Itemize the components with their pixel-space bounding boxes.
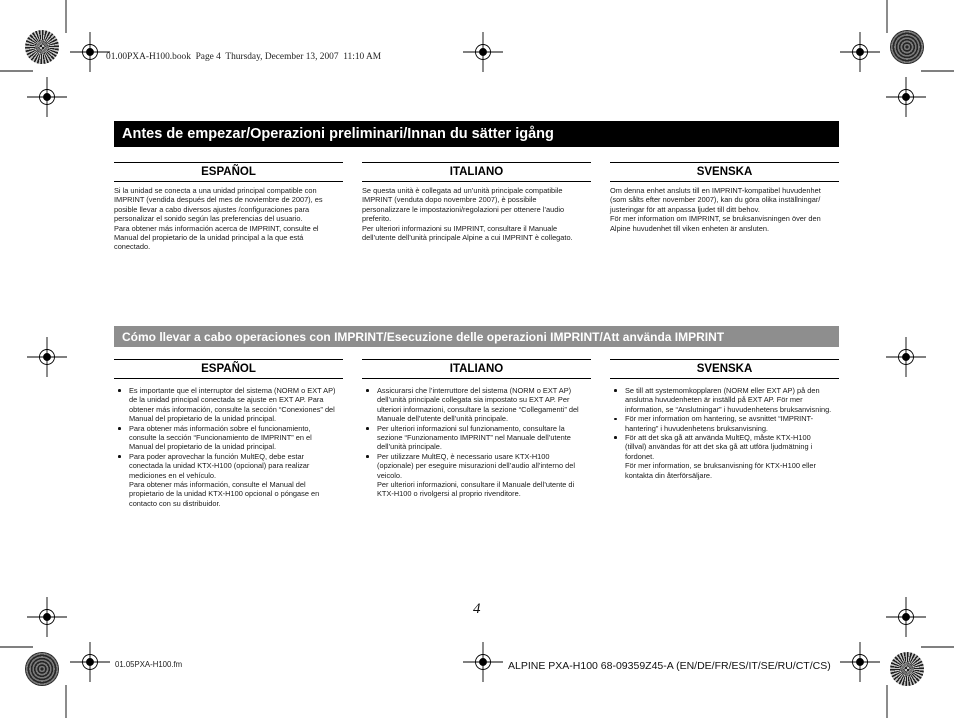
bullet-item xyxy=(114,386,343,424)
bullet-line: Es importante que el interruptor del sistema (NORM o EXT AP) xyxy=(129,386,336,395)
bullet-line: Para obtener más información sobre el funcionamiento, xyxy=(129,423,311,433)
bullet-line: obtener más información, consulte la sección “Conexiones” del xyxy=(129,404,335,414)
bullet-dot xyxy=(366,455,369,458)
footer-document-code: ALPINE PXA-H100 68-09359Z45-A (EN/DE/FR/ES/IT/SE/RU/CT/CS) xyxy=(508,660,831,672)
text-line: conectado. xyxy=(114,242,151,252)
registration-mark xyxy=(840,32,880,72)
bullet-line: Manual del propietario de la unidad principal. xyxy=(129,442,277,452)
registration-mark xyxy=(886,597,926,637)
bullet-line: Se till att systemomkopplaren (NORM eller EXT AP) på den xyxy=(625,386,820,395)
color-target xyxy=(890,652,924,686)
registration-mark xyxy=(70,32,110,72)
bullet-line: consulte la sección “Funcionamiento de IMPRINT” en el xyxy=(129,432,312,442)
bullet-line: Para poder aprovechar la función MultEQ, debe estar xyxy=(129,451,305,461)
bullet-item xyxy=(114,424,343,452)
registration-mark xyxy=(886,77,926,117)
bullet-line: Para obtener más información, consulte el Manual del xyxy=(129,479,306,489)
bullet-line: anslutna huvudenheten är inställd på EXT AP. För mer xyxy=(625,395,803,405)
registration-mark xyxy=(463,32,503,72)
text-line: personalizzare le impostazioni/regolazioni per ottenere l’audio xyxy=(362,204,565,214)
registration-mark xyxy=(70,642,110,682)
bullet-line: fordonet. xyxy=(625,451,655,461)
bullet-dot xyxy=(614,418,617,421)
bullet-item xyxy=(610,414,839,433)
bullet-line: (tillval) användas för att det ska gå att utföra ljudmätning i xyxy=(625,442,813,452)
bullet-line: ulteriori informazioni, consultare la sezione “Collegamenti” del xyxy=(377,404,579,414)
bullet-line: Per ulteriori informazioni sul funzionamento, consultare la xyxy=(377,423,565,433)
registration-mark xyxy=(463,642,503,682)
text-line: posible llevar a cabo diversos ajustes /configuraciones para xyxy=(114,204,310,214)
bullet-line: dell’unità principale. xyxy=(377,442,442,452)
text-line: Alpine huvudenhet till viken enheten är ansluten. xyxy=(610,223,770,233)
text-line: IMPRINT (vendida después del mes de noviembre de 2007), es xyxy=(114,195,323,205)
text-line: IMPRINT (venduta dopo novembre 2007), è possibile xyxy=(362,195,537,205)
bullet-dot xyxy=(614,389,617,392)
text-line: Om denna enhet ansluts till en IMPRINT-kompatibel huvudenhet xyxy=(610,186,821,195)
text-line: Se questa unità è collegata ad un’unità principale compatibile xyxy=(362,186,563,195)
registration-mark xyxy=(27,337,67,377)
text-line: justeringar för att anpassa ljudet till ditt behov. xyxy=(610,204,760,214)
text-line: För mer information om IMPRINT, se bruksanvisningen över den xyxy=(610,214,821,224)
page-number: 4 xyxy=(473,601,481,617)
text-line: Para obtener más información acerca de IMPRINT, consulte el xyxy=(114,223,319,233)
bullet-line: veicolo. xyxy=(377,470,403,480)
book-file-info: 01.00PXA-H100.book Page 4 Thursday, December 13, 2007 11:10 AM xyxy=(106,52,382,62)
column-heading-espanol: ESPAÑOL xyxy=(114,162,343,182)
bullet-list-svenska xyxy=(610,386,839,480)
bullet-line: (opzionale) per eseguire misurazioni dell’audio all’interno del xyxy=(377,461,576,471)
bullet-item xyxy=(610,386,839,414)
bullet-line: contacto con su distribuidor. xyxy=(129,498,221,508)
text-line: Manual del propietario de la unidad principal a la que está xyxy=(114,232,304,242)
text-line: (som sålts efter november 2007), kan du göra olika inställningar/ xyxy=(610,195,821,205)
bullet-item xyxy=(362,424,591,452)
bullet-dot xyxy=(366,389,369,392)
bullet-line: För mer information om hantering, se avsnittet “IMPRINT- xyxy=(625,414,814,424)
bullet-line: För att det ska gå att använda MultEQ, måste KTX-H100 xyxy=(625,432,811,442)
footer-file-name: 01.05PXA-H100.fm xyxy=(115,660,183,669)
section-title-banner xyxy=(114,121,839,147)
bullet-line: conectada la unidad KTX-H100 (opcional) para realizar xyxy=(129,461,310,471)
bullet-item xyxy=(362,452,591,499)
column-heading-italiano: ITALIANO xyxy=(362,162,591,182)
column-heading-espanol: ESPAÑOL xyxy=(114,359,343,379)
bullet-line: Per utilizzare MultEQ, è necessario usare KTX-H100 xyxy=(377,451,550,461)
bullet-item xyxy=(362,386,591,424)
bullet-dot xyxy=(118,427,121,430)
column-heading-italiano: ITALIANO xyxy=(362,359,591,379)
registration-mark xyxy=(886,337,926,377)
text-line: dell’utente dell’unità principale Alpine a cui IMPRINT è collegato. xyxy=(362,232,573,242)
bullet-line: dell’unità principale collegata sia impostato su EXT AP. Per xyxy=(377,395,570,405)
bullet-dot xyxy=(366,427,369,430)
registration-mark xyxy=(840,642,880,682)
registration-mark xyxy=(27,77,67,117)
bullet-line: Per ulteriori informazioni, consultare il Manuale dell’utente di xyxy=(377,479,575,489)
section-title: Antes de empezar/Operazioni preliminari/Innan du sätter igång xyxy=(122,126,554,142)
text-line: Per ulteriori informazioni su IMPRINT, consultare il Manuale xyxy=(362,223,558,233)
section-title: Cómo llevar a cabo operaciones con IMPRINT/Esecuzione delle operazioni IMPRINT/Att använda IMPRINT xyxy=(122,329,725,344)
color-target xyxy=(25,30,59,64)
color-target xyxy=(890,30,924,64)
column-body-espanol xyxy=(114,186,343,252)
bullet-line: Manual del propietario de la unidad principal. xyxy=(129,414,277,424)
bullet-line: de la unidad principal conectada se ajuste en EXT AP. Para xyxy=(129,395,324,405)
bullet-item xyxy=(610,433,839,480)
bullet-line: sezione “Funzionamento IMPRINT” nel Manuale dell’utente xyxy=(377,432,571,442)
color-target xyxy=(25,652,59,686)
bullet-line: mediciones en el vehículo. xyxy=(129,470,217,480)
text-line: personalizar el sonido según las preferencias del usuario. xyxy=(114,214,303,224)
column-body-italiano xyxy=(362,186,591,242)
registration-mark xyxy=(27,597,67,637)
bullet-item xyxy=(114,452,343,508)
bullet-line: propietario de la unidad KTX-H100 opcional o póngase en xyxy=(129,489,320,499)
text-line: preferito. xyxy=(362,214,392,224)
bullet-dot xyxy=(614,436,617,439)
bullet-list-italiano xyxy=(362,386,591,499)
bullet-line: hantering” i huvudenhetens bruksanvisning. xyxy=(625,423,768,433)
column-heading-svenska: SVENSKA xyxy=(610,162,839,182)
bullet-line: Assicurarsi che l’interruttore del sistema (NORM o EXT AP) xyxy=(377,386,572,395)
bullet-list-espanol xyxy=(114,386,343,508)
column-body-svenska xyxy=(610,186,839,233)
bullet-line: Manuale dell’utente dell’unità principale. xyxy=(377,414,509,424)
bullet-dot xyxy=(118,389,121,392)
bullet-line: För mer information, se bruksanvisning för KTX-H100 eller xyxy=(625,461,816,471)
section-title-banner xyxy=(114,326,839,347)
bullet-line: KTX-H100 o rivolgersi al proprio rivenditore. xyxy=(377,489,521,499)
bullet-line: kontakta din återförsäljare. xyxy=(625,470,713,480)
bullet-dot xyxy=(118,455,121,458)
column-heading-svenska: SVENSKA xyxy=(610,359,839,379)
bullet-line: information, se “Anslutningar” i huvudenhetens bruksanvisning. xyxy=(625,404,832,414)
text-line: Si la unidad se conecta a una unidad principal compatible con xyxy=(114,186,317,195)
